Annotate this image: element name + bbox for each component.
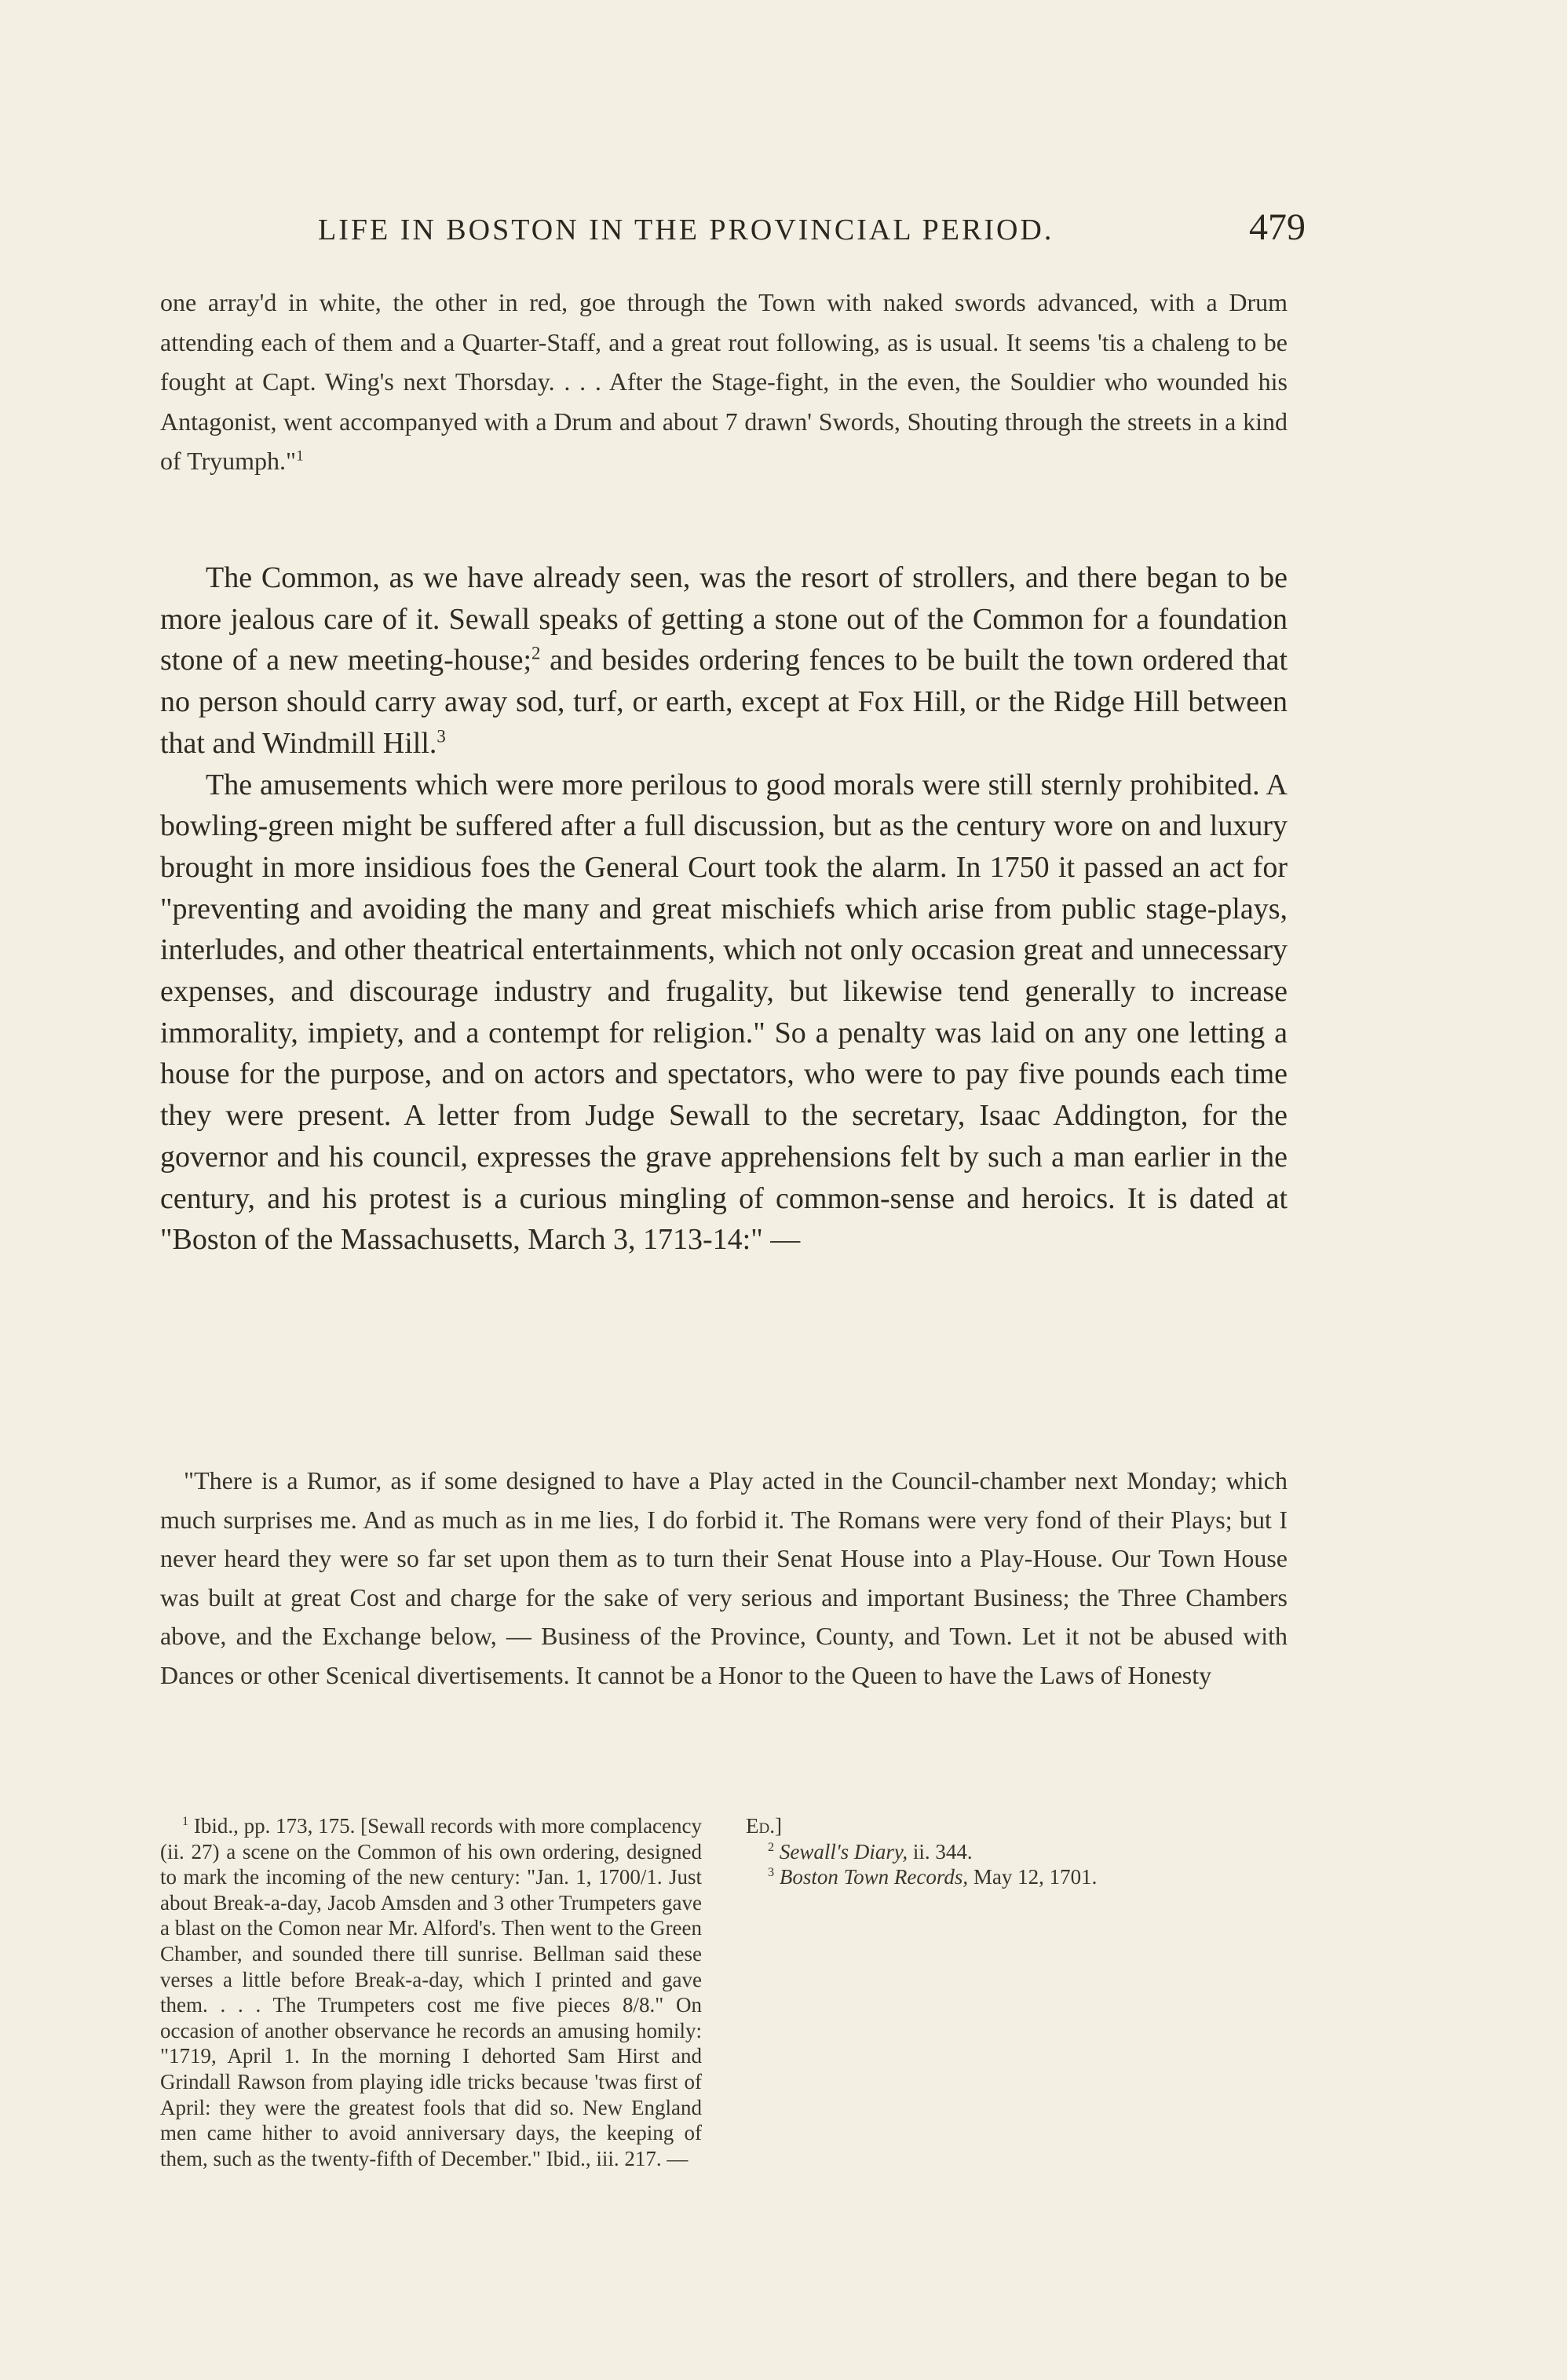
- footnote-3-title: Boston Town Records,: [779, 1865, 969, 1889]
- paragraph-common-part-2: and besides ordering fences to be built the town ordered that no person should carry away sod, turf, or earth, except at Fox Hill, or the Ridge Hill between that and Windmill Hill.: [160, 644, 1288, 760]
- quoted-passage-continued: [160, 283, 1288, 481]
- footnote-ref-1: 1: [296, 447, 304, 465]
- footnote-1-close: ]: [774, 1814, 782, 1838]
- footnote-1-number: 1: [182, 1814, 189, 1828]
- footnote-ref-3: 3: [436, 726, 446, 746]
- footnote-1-editor-mark: Ed.: [746, 1814, 775, 1838]
- page-number: 479: [1249, 206, 1306, 248]
- footnote-ref-2: 2: [531, 643, 541, 663]
- footnote-3-rest: May 12, 1701.: [968, 1865, 1098, 1889]
- footnote-1-text: Ibid., pp. 173, 175. [Sewall records with more complacency (ii. 27) a scene on the Common of his own ordering, designed to mark the incoming of the new century: "Jan. 1, 1700/1. Just about Break-a-day, Jacob Amsden and 3 other Trumpeters gave a blast on the Comon near Mr. Alford's. Then went to the Green Chamber, and sounded there till sunrise. Bellman said these verses a little before Break-a-day, which I printed and gave them. . . . The Trumpeters cost me five pieces 8/8." On occasion of another observance he records an amusing homily: "1719, April 1. In the morning I dehorted Sam Hirst and Grindall Rawson from playing idle tricks because 'twas first of April: they were the greatest fools that did so. New England men came hither to avoid anniversary days, the keeping of them, such as the twenty-fifth of December." Ibid., iii. 217. —: [160, 1814, 702, 2170]
- paragraph-common: [160, 557, 1288, 765]
- lede-text: one array'd in white, the other in red, goe through the Town with naked swords advanced, with a Drum attending each of them and a Quarter-Staff, and a great rout following, as is usual. It seems 'tis a chaleng to be fought at Capt. Wing's next Thorsday. . . . After the Stage-fight, in the even, the Souldier who wounded his Antagonist, went accompanyed with a Drum and about 7 drawn' Swords, Shouting through the streets in a kind of Tryumph.": [160, 288, 1288, 475]
- footnote-3-number: 3: [768, 1865, 775, 1880]
- page-header: [318, 206, 1306, 253]
- main-text: [160, 557, 1288, 1261]
- footnote-column-left: [160, 1813, 702, 2170]
- sewall-letter-quote: [160, 1462, 1288, 1695]
- footnote-2-title: Sewall's Diary,: [779, 1839, 908, 1863]
- paragraph-amusements: The amusements which were more perilous to good morals were still sternly prohibited. A bowling-green might be suffered after a full discussion, but as the century wore on and luxury brought in more insidious foes the General Court took the alarm. In 1750 it passed an act for "preventing and avoiding the many and great mischiefs which arise from public stage-plays, interludes, and other theatrical entertainments, which not only occasion great and unnecessary expenses, and discourage industry and frugality, but likewise tend generally to increase immorality, impiety, and a contempt for religion." So a penalty was laid on any one letting a house for the purpose, and on actors and spectators, who were to pay five pounds each time they were present. A letter from Judge Sewall to the secretary, Isaac Addington, for the governor and his council, expresses the grave apprehensions felt by such a man earlier in the century, and his protest is a curious mingling of common-sense and heroics. It is dated at "Boston of the Massachusetts, March 3, 1713-14:" —: [160, 768, 1288, 1257]
- running-head: LIFE IN BOSTON IN THE PROVINCIAL PERIOD.: [318, 214, 1054, 246]
- lede-paragraph: [160, 283, 1288, 481]
- footnote-2: [746, 1839, 1288, 1865]
- paragraph-common-part-1: The Common, as we have already seen, was the resort of strollers, and there began to be more jealous care of it. Sewall speaks of getting a stone out of the Common for a foundation stone of a new meeting-house;: [160, 561, 1288, 677]
- footnote-3: [746, 1864, 1288, 1890]
- footnote-2-rest: ii. 344.: [908, 1839, 973, 1863]
- footnote-2-number: 2: [768, 1839, 775, 1854]
- footnotes: [160, 1813, 1288, 2170]
- quote-paragraph: "There is a Rumor, as if some designed to have a Play acted in the Council-chamber next Monday; which much surprises me. And as much as in me lies, I do forbid it. The Romans were very fond of their Plays; but I never heard they were so far set upon them as to turn their Senat House into a Play-House. Our Town House was built at great Cost and charge for the sake of very serious and important Business; the Three Chambers above, and the Exchange below, — Business of the Province, County, and Town. Let it not be abused with Dances or other Scenical divertisements. It cannot be a Honor to the Queen to have the Laws of Honesty: [160, 1466, 1288, 1689]
- footnote-column-right: [746, 1813, 1288, 2072]
- footnote-1-ending: [746, 1813, 1288, 1839]
